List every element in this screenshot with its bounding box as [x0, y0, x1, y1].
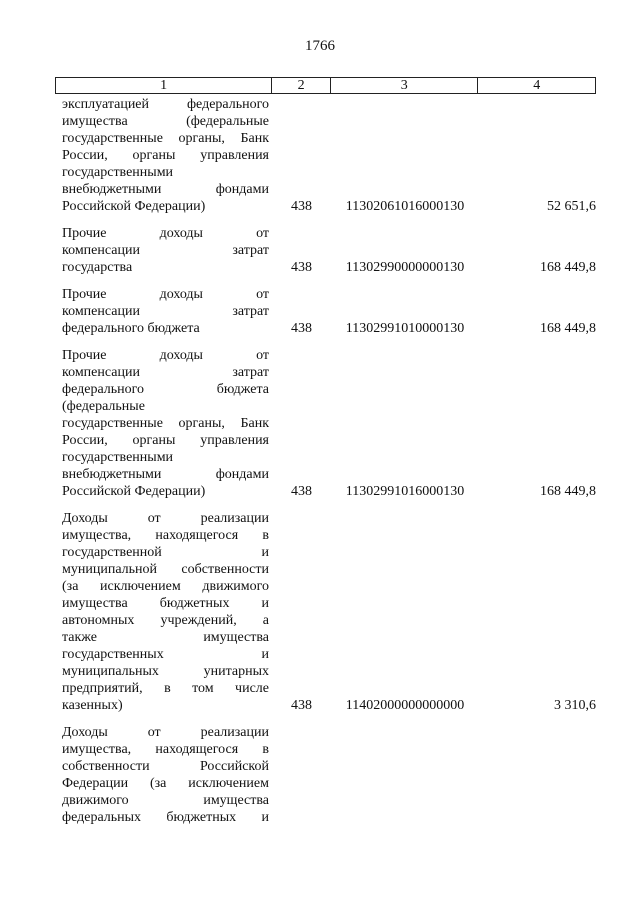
- budget-classification-code: 11302990000000130: [345, 260, 465, 275]
- admin-code: 438: [291, 484, 312, 499]
- description-line: Российской Федерации): [62, 199, 206, 214]
- table-body: [55, 96, 596, 836]
- description-line: (за исключением движимого: [62, 579, 269, 594]
- table-row: [55, 510, 596, 714]
- description-line: федеральных бюджетных и: [62, 810, 269, 825]
- revenue-description: [55, 286, 272, 337]
- page-number: 1766: [305, 38, 335, 54]
- description-line: имущества, находящегося в: [62, 742, 269, 757]
- revenue-description: [55, 347, 272, 500]
- admin-code: 438: [291, 199, 312, 214]
- revenue-description: [55, 724, 272, 826]
- table-header: [55, 77, 596, 94]
- description-line: государственными: [62, 165, 174, 180]
- description-line: (федеральные: [62, 399, 145, 414]
- description-line: внебюджетными фондами: [62, 182, 269, 197]
- revenue-description: [55, 225, 272, 276]
- description-line: государственными: [62, 450, 174, 465]
- header-col-2: 2: [272, 78, 331, 93]
- table-row: [55, 286, 596, 337]
- amount: 3 310,6: [554, 698, 596, 713]
- amount: 52 651,6: [547, 199, 596, 214]
- admin-code: 438: [291, 698, 312, 713]
- description-line: имущества бюджетных и: [62, 596, 269, 611]
- table-row: [55, 225, 596, 276]
- description-line: предприятий, в том числе: [62, 681, 269, 696]
- description-line: Прочие доходы от: [62, 287, 269, 302]
- budget-classification-code: 11302991010000130: [345, 321, 465, 336]
- description-line: имущества (федеральные: [62, 114, 269, 129]
- description-line: внебюджетными фондами: [62, 467, 269, 482]
- description-line: Прочие доходы от: [62, 348, 269, 363]
- description-line: государственных и: [62, 647, 269, 662]
- description-line: федерального бюджета: [62, 321, 200, 336]
- admin-code: 438: [291, 321, 312, 336]
- header-col-3: 3: [331, 78, 478, 93]
- budget-classification-code: 11402000000000000: [345, 698, 465, 713]
- budget-classification-code: 11302991016000130: [345, 484, 465, 499]
- description-line: России, органы управления: [62, 433, 269, 448]
- table-row: [55, 724, 596, 826]
- description-line: эксплуатацией федерального: [62, 97, 269, 112]
- description-line: Федерации (за исключением: [62, 776, 269, 791]
- revenue-description: [55, 96, 272, 215]
- description-line: компенсации затрат: [62, 304, 269, 319]
- amount: 168 449,8: [540, 484, 596, 499]
- description-line: собственности Российской: [62, 759, 269, 774]
- amount: 168 449,8: [540, 260, 596, 275]
- description-line: имущества, находящегося в: [62, 528, 269, 543]
- description-line: движимого имущества: [62, 793, 269, 808]
- description-line: государственной и: [62, 545, 269, 560]
- header-col-1: 1: [56, 78, 272, 93]
- description-line: также имущества: [62, 630, 269, 645]
- revenue-description: [55, 510, 272, 714]
- description-line: казенных): [62, 698, 123, 713]
- description-line: автономных учреждений, а: [62, 613, 269, 628]
- description-line: России, органы управления: [62, 148, 269, 163]
- description-line: Доходы от реализации: [62, 511, 269, 526]
- description-line: государства: [62, 260, 133, 275]
- table-row: [55, 347, 596, 500]
- budget-classification-code: 11302061016000130: [345, 199, 465, 214]
- table-row: [55, 96, 596, 215]
- description-line: Доходы от реализации: [62, 725, 269, 740]
- admin-code: 438: [291, 260, 312, 275]
- description-line: муниципальной собственности: [62, 562, 269, 577]
- header-col-4: 4: [533, 78, 541, 93]
- description-line: Прочие доходы от: [62, 226, 269, 241]
- description-line: компенсации затрат: [62, 243, 269, 258]
- amount: 168 449,8: [540, 321, 596, 336]
- description-line: государственные органы, Банк: [62, 131, 269, 146]
- description-line: Российской Федерации): [62, 484, 206, 499]
- description-line: муниципальных унитарных: [62, 664, 269, 679]
- description-line: федерального бюджета: [62, 382, 269, 397]
- description-line: компенсации затрат: [62, 365, 269, 380]
- description-line: государственные органы, Банк: [62, 416, 269, 431]
